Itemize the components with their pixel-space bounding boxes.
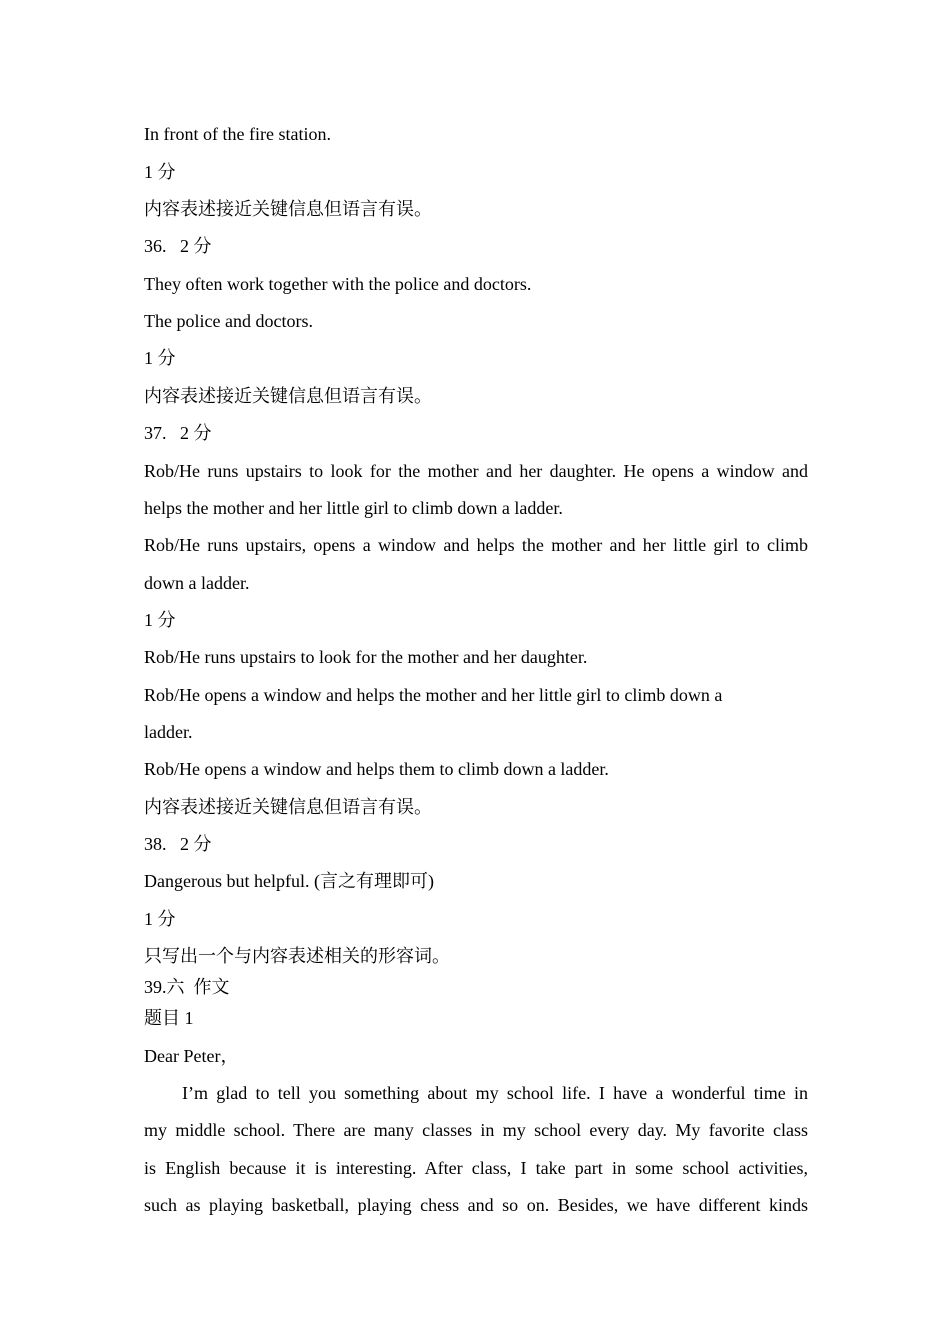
score-label: 1 分 [144, 610, 176, 630]
essay-line: is English because it is interesting. After class, I take part in some school activities, [144, 1158, 808, 1178]
question-number-37: 37. 2 分 [144, 423, 212, 443]
question-number-36: 36. 2 分 [144, 236, 212, 256]
answer-text: Rob/He runs upstairs to look for the mother and her daughter. He opens a window and [144, 461, 808, 481]
essay-line: I’m glad to tell you something about my school life. I have a wonderful time in [182, 1083, 808, 1103]
answer-text: In front of the fire station. [144, 124, 331, 144]
answer-text: Dangerous but helpful. (言之有理即可) [144, 871, 434, 891]
scoring-note: 内容表述接近关键信息但语言有误。 [144, 199, 432, 219]
answer-text: Rob/He runs upstairs to look for the mother and her daughter. [144, 647, 588, 667]
score-label: 1 分 [144, 162, 176, 182]
answer-text: Rob/He opens a window and helps the mother and her little girl to climb down a [144, 685, 723, 705]
score-label: 1 分 [144, 909, 176, 929]
answer-text: ladder. [144, 722, 193, 742]
section-heading: 39.六 作文 [144, 977, 230, 997]
essay-line: such as playing basketball, playing chess and so on. Besides, we have different kinds [144, 1195, 808, 1215]
question-number-38: 38. 2 分 [144, 834, 212, 854]
answer-text: Rob/He opens a window and helps them to climb down a ladder. [144, 759, 609, 779]
scoring-note: 内容表述接近关键信息但语言有误。 [144, 386, 432, 406]
answer-text: helps the mother and her little girl to climb down a ladder. [144, 498, 563, 518]
topic-heading: 题目 1 [144, 1008, 194, 1028]
score-label: 1 分 [144, 348, 176, 368]
answer-text: The police and doctors. [144, 311, 313, 331]
answer-text: down a ladder. [144, 573, 250, 593]
letter-salutation: Dear Peter， [144, 1046, 239, 1066]
answer-text: They often work together with the police and doctors. [144, 274, 532, 294]
scoring-note: 内容表述接近关键信息但语言有误。 [144, 797, 432, 817]
scoring-note: 只写出一个与内容表述相关的形容词。 [144, 946, 450, 966]
essay-line: my middle school. There are many classes in my school every day. My favorite class [144, 1120, 808, 1140]
answer-text: Rob/He runs upstairs, opens a window and helps the mother and her little girl to climb [144, 535, 808, 555]
